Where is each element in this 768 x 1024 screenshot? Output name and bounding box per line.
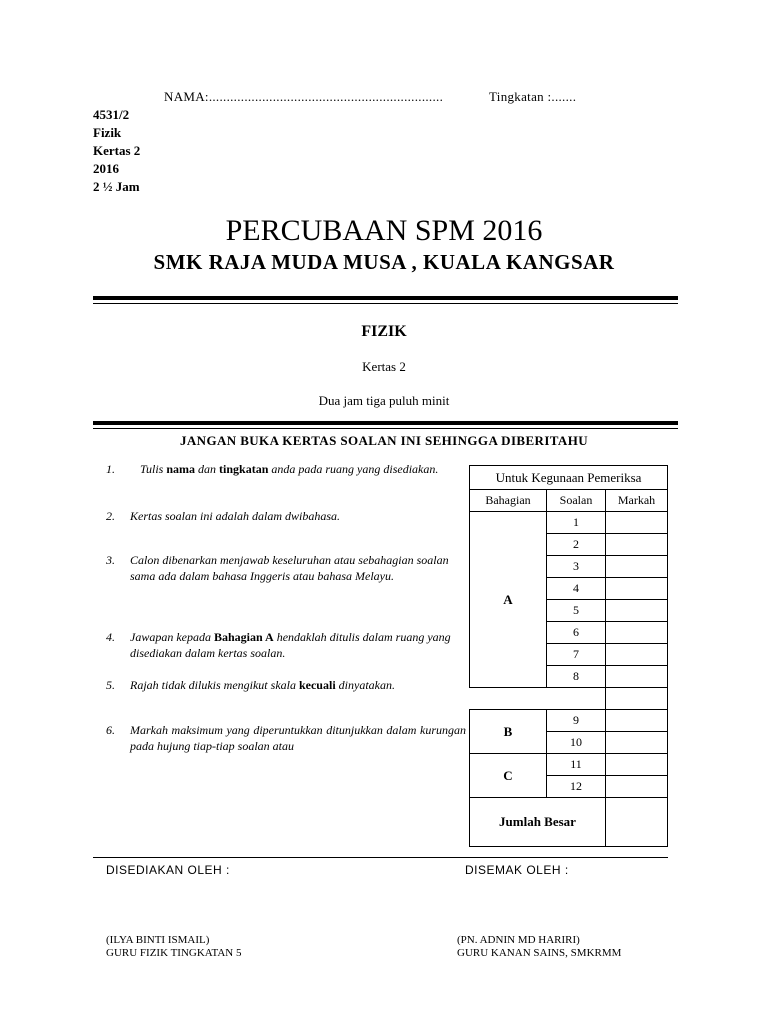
- mark-cell[interactable]: [606, 556, 668, 578]
- instruction-number: 2.: [106, 509, 115, 523]
- mark-cell[interactable]: [606, 710, 668, 732]
- instruction-text: Rajah tidak dilukis mengikut skala: [130, 678, 299, 692]
- table-caption: Untuk Kegunaan Pemeriksa: [470, 466, 668, 490]
- mark-cell[interactable]: [606, 688, 668, 710]
- mark-cell[interactable]: [606, 600, 668, 622]
- question-number: 9: [547, 710, 606, 732]
- prepared-by-name: (ILYA BINTI ISMAIL): [106, 934, 210, 946]
- checked-by-title: GURU KANAN SAINS, SMKRMM: [457, 947, 622, 959]
- instruction-text: dinyatakan.: [335, 678, 395, 692]
- instruction-text: Kertas soalan ini adalah dalam dwibahasa.: [130, 509, 341, 523]
- name-line: [164, 89, 577, 105]
- question-number: 3: [547, 556, 606, 578]
- instruction-number: 4.: [106, 630, 115, 644]
- mark-cell[interactable]: [606, 754, 668, 776]
- instruction-number: 5.: [106, 678, 115, 692]
- examiner-table: [469, 465, 668, 847]
- instruction-text: Calon dibenarkan menjawab keseluruhan atau sebahagian soalan sama ada dalam bahasa Inggeris atau bahasa Melayu.: [130, 553, 449, 583]
- total-mark-cell[interactable]: [606, 798, 668, 847]
- instruction-text: Tulis: [140, 462, 167, 476]
- instruction-number: 6.: [106, 723, 115, 737]
- mark-cell[interactable]: [606, 776, 668, 798]
- warning-text: JANGAN BUKA KERTAS SOALAN INI SEHINGGA DIBERITAHU: [179, 433, 588, 448]
- instruction-bold: kecuali: [298, 678, 336, 692]
- question-number: 5: [547, 600, 606, 622]
- exam-title: PERCUBAAN SPM 2016: [225, 214, 543, 247]
- instruction-bold: nama: [166, 462, 196, 476]
- paper-meta: [93, 106, 140, 196]
- paper-subject: Fizik: [93, 125, 122, 140]
- spacer-row: [470, 688, 606, 710]
- mark-cell[interactable]: [606, 666, 668, 688]
- paper-code: 4531/2: [93, 107, 130, 122]
- header-bahagian: Bahagian: [470, 490, 547, 512]
- prepared-by-label: DISEDIAKAN OLEH :: [106, 863, 230, 877]
- instruction-number: 3.: [106, 553, 115, 567]
- duration-text: Dua jam tiga puluh minit: [318, 393, 450, 408]
- instruction-text: Jawapan kepada: [130, 630, 214, 644]
- total-label: Jumlah Besar: [470, 798, 606, 847]
- header-soalan: Soalan: [547, 490, 606, 512]
- checked-by-label: DISEMAK OLEH :: [465, 863, 569, 877]
- tingkatan-field: Tingkatan :.......: [489, 89, 577, 104]
- paper-label: Kertas 2: [362, 359, 406, 374]
- section-c: C: [470, 754, 547, 798]
- question-number: 6: [547, 622, 606, 644]
- subject-title: FIZIK: [361, 323, 407, 340]
- question-number: 8: [547, 666, 606, 688]
- mark-cell[interactable]: [606, 512, 668, 534]
- checked-by-name: (PN. ADNIN MD HARIRI): [457, 934, 580, 946]
- instruction-text: hendaklah ditulis dalam ruang yang disediakan dalam kertas soalan.: [130, 630, 451, 660]
- mark-cell[interactable]: [606, 622, 668, 644]
- mark-cell[interactable]: [606, 534, 668, 556]
- prepared-by-block: [106, 934, 242, 960]
- mark-cell[interactable]: [606, 732, 668, 754]
- instruction-text: Markah maksimum yang diperuntukkan ditunjukkan dalam kurungan pada hujung tiap-tiap soalan atau: [130, 723, 466, 753]
- nama-field: NAMA:..................................................................: [164, 89, 444, 104]
- divider: [93, 421, 678, 425]
- instruction-text: anda pada ruang yang disediakan.: [268, 462, 439, 476]
- instruction-text: dan: [195, 462, 220, 476]
- divider: [93, 428, 678, 429]
- question-number: 11: [547, 754, 606, 776]
- paper-duration: 2 ½ Jam: [93, 179, 140, 194]
- checked-by-block: [457, 934, 621, 960]
- school-name: SMK RAJA MUDA MUSA , KUALA KANGSAR: [153, 250, 615, 274]
- paper-number: Kertas 2: [93, 143, 141, 158]
- divider: [93, 296, 678, 300]
- question-number: 2: [547, 534, 606, 556]
- divider: [93, 857, 668, 858]
- section-a: A: [470, 512, 547, 688]
- instruction-number: 1.: [106, 462, 115, 476]
- mark-cell[interactable]: [606, 644, 668, 666]
- header-markah: Markah: [606, 490, 668, 512]
- instruction-bold: tingkatan: [219, 462, 269, 476]
- question-number: 12: [547, 776, 606, 798]
- prepared-by-title: GURU FIZIK TINGKATAN 5: [106, 947, 242, 959]
- question-number: 4: [547, 578, 606, 600]
- question-number: 10: [547, 732, 606, 754]
- question-number: 7: [547, 644, 606, 666]
- mark-cell[interactable]: [606, 578, 668, 600]
- question-number: 1: [547, 512, 606, 534]
- divider: [93, 303, 678, 304]
- section-b: B: [470, 710, 547, 754]
- paper-year: 2016: [93, 161, 119, 176]
- instruction-bold: Bahagian A: [213, 630, 274, 644]
